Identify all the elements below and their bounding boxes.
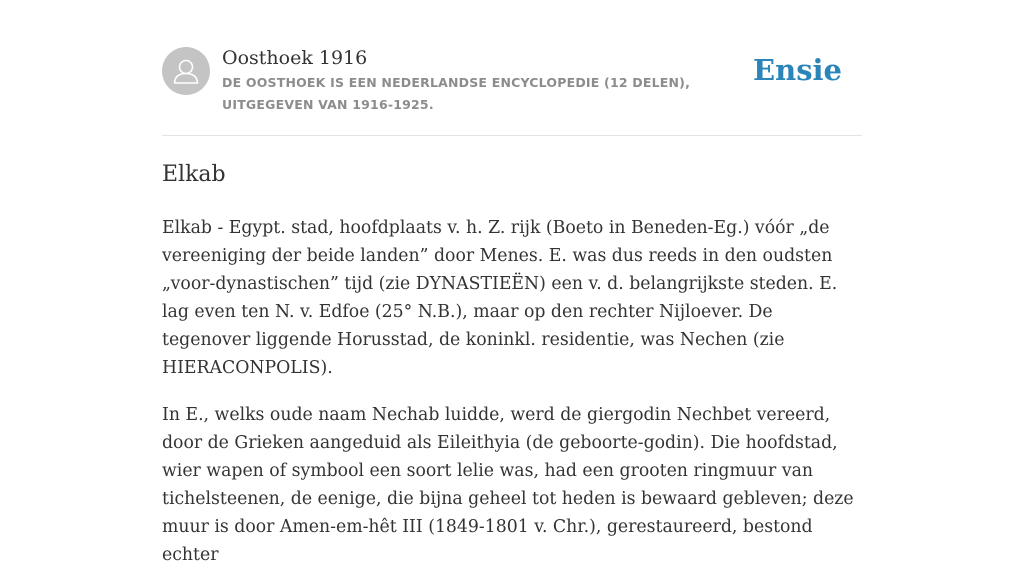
article-paragraph: In E., welks oude naam Nechab luidde, werd de giergodin Nechbet vereerd, door de Grieken aangeduid als Eileithyia (de geboorte-godin). Die hoofdstad, wier wapen of symbool een soort lelie was, had een grooten ringmuur van tichelsteenen, de eenige, die bijna geheel tot heden is bewaard gebleven; deze muur is door Amen-em-hêt III (1849-1801 v. Chr.), gerestaureerd, bestond echter — [162, 405, 854, 565]
article-paragraph: Elkab - Egypt. stad, hoofdplaats v. h. Z. rijk (Boeto in Beneden-Eg.) vóór „de vereeniging der beide landen” door Menes. E. was dus reeds in den oudsten „voor-dynastischen” tijd (zie DYNASTIEËN) een v. d. belangrijkste steden. E. lag even ten N. v. Edfoe (25° N.B.), maar op den rechter Nijloever. De tegenover liggende Horusstad, de koninkl. residentie, was Nechen (zie HIERACONPOLIS). — [162, 218, 838, 378]
source-title-link[interactable]: Oosthoek 1916 — [222, 47, 368, 69]
source-header — [162, 0, 862, 136]
page — [162, 0, 862, 588]
ensie-logo-link[interactable]: Ensie — [753, 53, 842, 87]
article-body — [162, 214, 862, 569]
source-info — [222, 45, 762, 116]
article-title: Elkab — [162, 162, 226, 187]
source-description: DE OOSTHOEK IS EEN NEDERLANDSE ENCYCLOPEDIE (12 DELEN), UITGEGEVEN VAN 1916-1925. — [222, 75, 691, 112]
user-silhouette-icon[interactable] — [162, 47, 210, 95]
